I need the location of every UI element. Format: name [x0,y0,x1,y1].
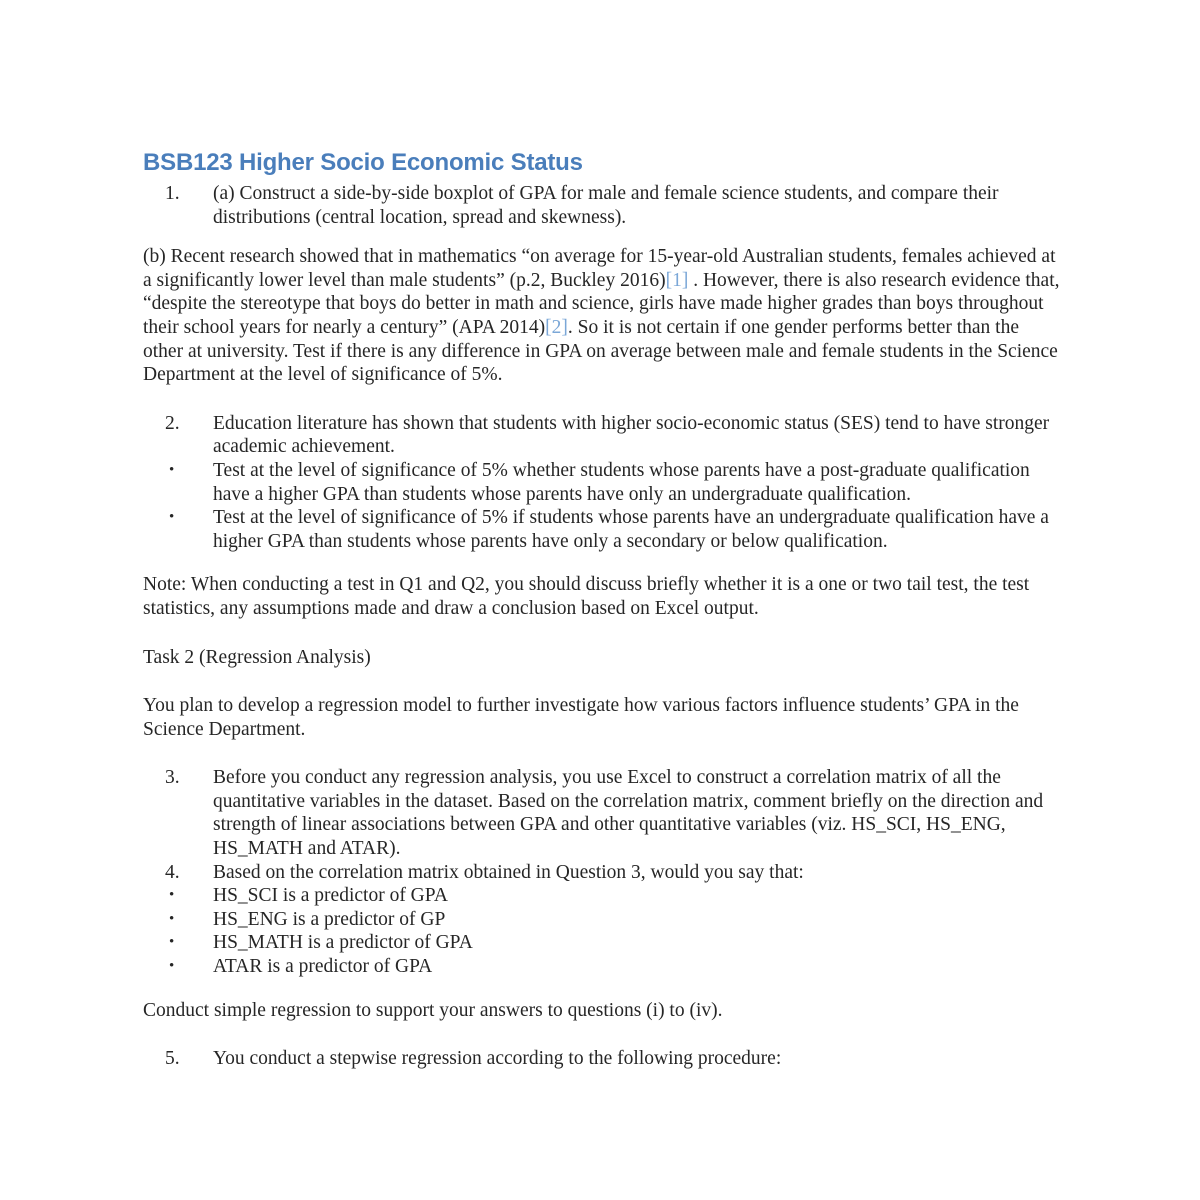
bullet-icon: • [169,887,175,904]
list-marker-5: 5. [165,1048,180,1070]
list-item [143,412,1060,459]
bullet-icon: • [169,910,175,927]
bullet-icon: • [169,461,175,478]
paragraph-b [143,245,1060,387]
spacer [143,683,1060,694]
question-3-text: Before you conduct any regression analysis, you use Excel to construct a correlation matrix of all the quantitative variables in the dataset. Based on the correlation matrix, comment briefly on the direction and strength of linear associations between GPA and other quantitative variables (viz. HS_SCI, HS_ENG, HS_MATH and ATAR). [213,767,1044,860]
task-2-intro: You plan to develop a regression model to further investigate how various factors influence students’ GPA in the Science Department. [143,695,1019,740]
list-item [143,931,1060,955]
question-2-list [143,412,1060,554]
list-item [143,884,1060,908]
bullet-icon: • [169,934,175,951]
list-item [143,506,1060,553]
list-item [143,766,1060,860]
bullet-icon: • [169,958,175,975]
question-3-4-list [143,766,1060,978]
question-5-list [143,1047,1060,1071]
question-4-text: Based on the correlation matrix obtained in Question 3, would you say that: [213,861,804,883]
question-4-bullet-4: ATAR is a predictor of GPA [213,956,433,978]
question-1-list [143,182,1060,229]
list-item [143,908,1060,932]
list-item [143,955,1060,979]
spacer [143,979,1060,999]
note-paragraph: Note: When conducting a test in Q1 and Q2, you should discuss briefly whether it is a one or two tail test, the test statistics, any assumptions made and draw a conclusion based on Excel output. [143,574,1030,619]
spacer [143,1036,1060,1047]
question-4-bullet-2: HS_ENG is a predictor of GP [213,908,446,930]
task-2-heading: Task 2 (Regression Analysis) [143,646,371,668]
paragraph-b-part3: . So it is not certain if one gender performs better than the other at university. Test if there is any difference in GPA on average between male and female students in the Science Department at the level of significance of 5%. [143,316,1058,386]
list-item [143,459,1060,506]
spacer [143,553,1060,573]
page-title: BSB123 Higher Socio Economic Status [143,149,583,176]
spacer [143,635,1060,646]
list-item [143,182,1060,229]
citation-link-2[interactable]: [2] [545,316,568,338]
question-4-bullet-3: HS_MATH is a predictor of GPA [213,932,473,954]
paragraph-b-part1: (b) Recent research showed that in mathematics “on average for 15-year-old Australian students, females achieved at a significantly lower level than male students” (p.2, Buckley 2016) [143,246,1056,291]
list-item [143,1047,1060,1071]
question-2-bullet-2: Test at the level of significance of 5% if students whose parents have an undergraduate qualification have a higher GPA than students whose parents have only a secondary or below qualification. [213,507,1049,552]
list-marker-3: 3. [165,767,180,789]
citation-link-1[interactable]: [1] [665,269,689,291]
list-item [143,861,1060,885]
question-4-bullet-1: HS_SCI is a predictor of GPA [213,885,448,907]
conduct-regression-note: Conduct simple regression to support your answers to questions (i) to (iv). [143,999,723,1021]
spacer [143,755,1060,766]
question-2-text: Education literature has shown that students with higher socio-economic status (SES) tend to have stronger academic achievement. [213,412,1050,458]
list-marker-1: 1. [165,183,180,204]
bullet-icon: • [169,509,175,526]
spacer [143,229,1060,245]
spacer [143,401,1060,412]
question-1-text: (a) Construct a side-by-side boxplot of GPA for male and female science students, and compare their distributions (central location, spread and skewness). [213,183,999,228]
question-5-text: You conduct a stepwise regression according to the following procedure: [213,1048,782,1070]
list-marker-2: 2. [165,412,180,434]
list-marker-4: 4. [165,861,180,883]
paragraph-b-part2: . However, there is also research evidence that, “despite the stereotype that boys do better in math and science, girls have made higher grades than boys throughout their school years for nearly a century” (APA 2014) [143,269,1060,338]
question-2-bullet-1: Test at the level of significance of 5% whether students whose parents have a post-graduate qualification have a higher GPA than students whose parents have only an undergraduate qualification. [213,459,1030,505]
